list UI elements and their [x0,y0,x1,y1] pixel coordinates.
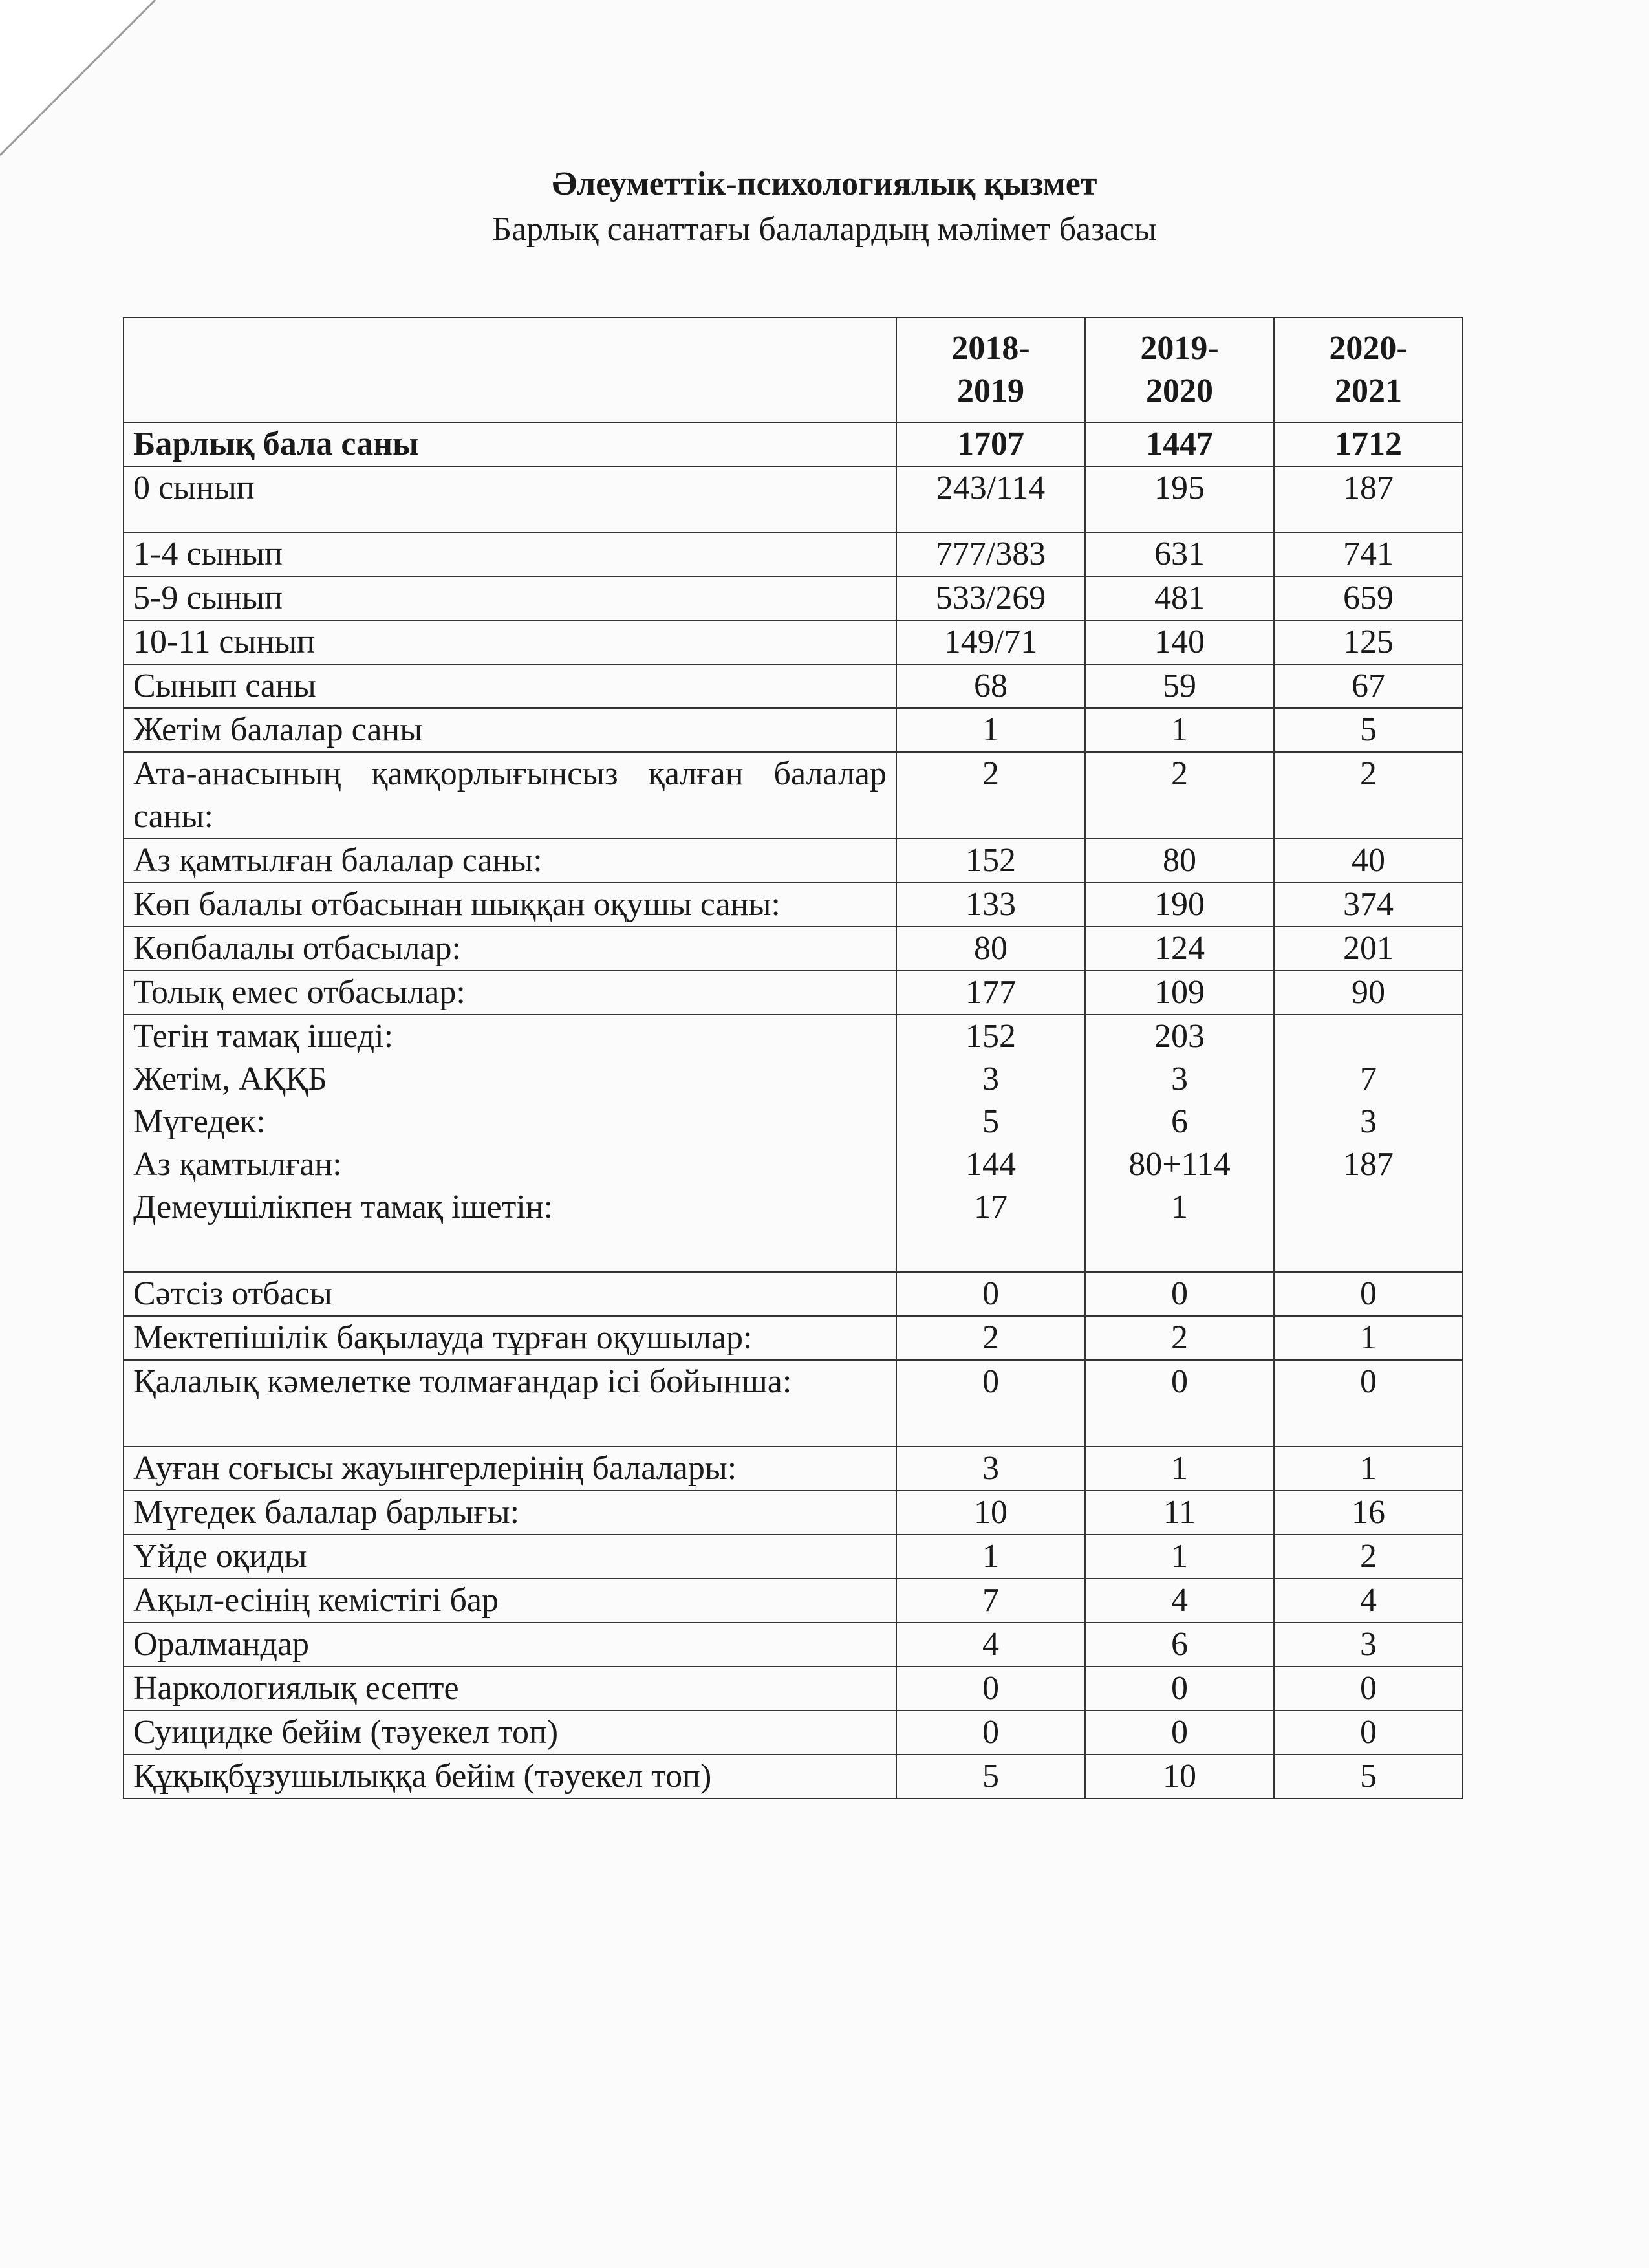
cell-value: 0 [896,1711,1085,1755]
page-corner-fold [0,0,168,168]
cell-value: 67 [1274,664,1463,708]
cell-value: 144 [965,1146,1016,1183]
table-row [124,664,1463,708]
table-row [124,927,1463,971]
cell-value: 2 [896,1316,1085,1360]
row-label: Мүгедек балалар барлығы: [124,1491,896,1535]
table-row-meals [124,1015,1463,1272]
cell-value-list [1085,1015,1274,1272]
cell-value: 0 [1274,1667,1463,1711]
cell-value: 109 [1085,971,1274,1015]
cell-value: 0 [896,1667,1085,1711]
table-row-total [124,422,1463,466]
cell-value: 5 [1274,708,1463,752]
row-label: Ақыл-есінің кемістігі бар [124,1579,896,1623]
cell-value: 741 [1274,532,1463,576]
table-row [124,1579,1463,1623]
cell-value: 149/71 [896,620,1085,664]
cell-value: 2 [896,752,1085,839]
meal-label: Тегін тамақ ішеді: [133,1018,394,1055]
row-label: Жетім балалар саны [124,708,896,752]
cell-value: 374 [1274,883,1463,927]
cell-value: 80 [1085,839,1274,883]
cell-value: 4 [896,1623,1085,1667]
cell-value: 80+114 [1128,1146,1231,1183]
cell-value: 1447 [1085,422,1274,466]
cell-value: 59 [1085,664,1274,708]
cell-value: 1 [896,708,1085,752]
row-label: Қалалық кәмелетке толмағандар ісі бойынша: [124,1360,896,1447]
cell-value: 80 [896,927,1085,971]
cell-value: 10 [1085,1755,1274,1798]
cell-value: 533/269 [896,576,1085,620]
table-row [124,971,1463,1015]
table-row [124,1360,1463,1447]
row-label-meals [124,1015,896,1272]
document-title: Әлеуметтік-психологиялық қызмет [552,166,1097,202]
table-row [124,1535,1463,1579]
cell-value: 4 [1085,1579,1274,1623]
cell-value: 124 [1085,927,1274,971]
cell-value: 243/114 [896,466,1085,532]
cell-value: 2 [1085,752,1274,839]
cell-value: 4 [1274,1579,1463,1623]
row-label: Суицидке бейім (тәуекел топ) [124,1711,896,1755]
cell-value: 187 [1343,1146,1394,1183]
cell-value: 1 [1085,1535,1274,1579]
meal-label: Демеушілікпен тамақ ішетін: [133,1189,554,1226]
cell-value: 2 [1274,1535,1463,1579]
cell-value: 3 [1360,1103,1377,1140]
table-row [124,1711,1463,1755]
table-row [124,1491,1463,1535]
row-label: Құқықбұзушылыққа бейім (тәуекел топ) [124,1755,896,1798]
table-row [124,1755,1463,1798]
row-label: 10-11 сынып [124,620,896,664]
cell-value-list [896,1015,1085,1272]
cell-value: 1 [1085,708,1274,752]
cell-value: 10 [896,1491,1085,1535]
cell-value: 0 [1274,1360,1463,1447]
cell-value: 187 [1274,466,1463,532]
year-line: 2021 [1335,373,1402,409]
cell-value: 0 [896,1272,1085,1316]
cell-value: 6 [1171,1103,1188,1140]
cell-value: 17 [974,1189,1008,1226]
table-row [124,576,1463,620]
cell-value: 0 [896,1360,1085,1447]
cell-value: 90 [1274,971,1463,1015]
meal-label: Жетім, АҚҚБ [133,1061,327,1097]
meal-label: Аз қамтылған: [133,1146,342,1183]
cell-value: 0 [1085,1667,1274,1711]
cell-value: 6 [1085,1623,1274,1667]
cell-value: 11 [1085,1491,1274,1535]
cell-value: 125 [1274,620,1463,664]
cell-value: 0 [1274,1272,1463,1316]
row-label: Сынып саны [124,664,896,708]
table-row [124,1623,1463,1667]
cell-value: 0 [1085,1272,1274,1316]
row-label: Наркологиялық есепте [124,1667,896,1711]
cell-value: 133 [896,883,1085,927]
cell-value: 177 [896,971,1085,1015]
cell-value: 0 [1274,1711,1463,1755]
table-row [124,466,1463,532]
cell-value: 40 [1274,839,1463,883]
row-label: Мектепішілік бақылауда тұрған оқушылар: [124,1316,896,1360]
table-row [124,752,1463,839]
cell-value: 1 [1171,1189,1188,1226]
table-row [124,532,1463,576]
meal-label: Мүгедек: [133,1103,266,1140]
row-label: Барлық бала саны [124,422,896,466]
row-label: Ата-анасының қамқорлығынсыз қалған балалар саны: [124,752,896,839]
cell-value: 5 [1274,1755,1463,1798]
cell-value: 68 [896,664,1085,708]
document-subtitle: Барлық санаттағы балалардың мәлімет базасы [492,211,1157,248]
cell-value: 0 [1085,1360,1274,1447]
cell-value: 1 [1085,1447,1274,1491]
cell-value: 152 [965,1018,1016,1055]
row-label: Аз қамтылған балалар саны: [124,839,896,883]
table-row [124,1447,1463,1491]
cell-value: 3 [1274,1623,1463,1667]
cell-value: 1707 [896,422,1085,466]
row-label: Үйде оқиды [124,1535,896,1579]
header-year-2020-2021 [1274,318,1463,422]
row-label: 1-4 сынып [124,532,896,576]
table-row [124,1272,1463,1316]
cell-value: 3 [896,1447,1085,1491]
cell-value: 2 [1085,1316,1274,1360]
year-line: 2019 [957,373,1024,409]
row-label: 0 сынып [124,466,896,532]
cell-value: 203 [1154,1018,1205,1055]
cell-value: 777/383 [896,532,1085,576]
cell-value: 631 [1085,532,1274,576]
cell-value: 2 [1274,752,1463,839]
cell-value: 7 [896,1579,1085,1623]
cell-value: 1 [896,1535,1085,1579]
row-label: Толық емес отбасылар: [124,971,896,1015]
table-row [124,708,1463,752]
row-label: Ауған соғысы жауынгерлерінің балалары: [124,1447,896,1491]
year-line: 2020- [1329,330,1408,367]
cell-value: 5 [982,1103,999,1140]
cell-value: 201 [1274,927,1463,971]
header-empty-cell [124,318,896,422]
year-line: 2019- [1140,330,1219,367]
cell-value-list [1274,1015,1463,1272]
table-header-row [124,318,1463,422]
header-year-2019-2020 [1085,318,1274,422]
cell-value: 659 [1274,576,1463,620]
cell-value: 481 [1085,576,1274,620]
table-row [124,1667,1463,1711]
cell-value: 3 [1171,1061,1188,1097]
cell-value: 3 [982,1061,999,1097]
cell-value: 7 [1360,1061,1377,1097]
cell-value: 5 [896,1755,1085,1798]
year-line: 2020 [1146,373,1213,409]
cell-value: 190 [1085,883,1274,927]
cell-value: 195 [1085,466,1274,532]
cell-value: 1 [1274,1316,1463,1360]
cell-value: 1712 [1274,422,1463,466]
row-label: Сәтсіз отбасы [124,1272,896,1316]
table-row [124,1316,1463,1360]
cell-value: 152 [896,839,1085,883]
cell-value: 1 [1274,1447,1463,1491]
row-label: 5-9 сынып [124,576,896,620]
data-table [123,317,1463,1799]
cell-value: 0 [1085,1711,1274,1755]
cell-value: 140 [1085,620,1274,664]
year-line: 2018- [951,330,1030,367]
table-row [124,620,1463,664]
row-label: Оралмандар [124,1623,896,1667]
table-row [124,883,1463,927]
row-label: Көп балалы отбасынан шыққан оқушы саны: [124,883,896,927]
table-row [124,839,1463,883]
header-year-2018-2019 [896,318,1085,422]
cell-value: 16 [1274,1491,1463,1535]
row-label: Көпбалалы отбасылар: [124,927,896,971]
